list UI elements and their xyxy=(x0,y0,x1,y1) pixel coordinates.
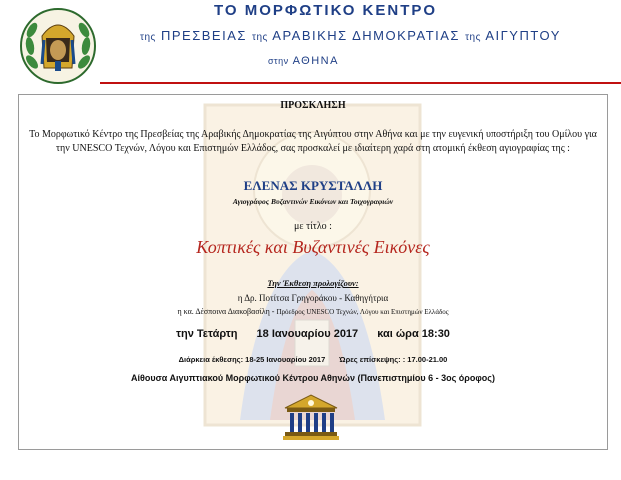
invitation-heading: ΠΡΟΣΚΛΗΣΗ xyxy=(280,100,346,111)
prologue-speaker-1: η Δρ. Ποτίτσα Γρηγοράκου - Καθηγήτρια xyxy=(237,293,389,303)
exhibition-duration: Διάρκεια έκθεσης: 18-25 Ιανουαρίου 2017 Ώρες επίσκεψης: : 17.00-21.00 xyxy=(178,355,448,364)
artist-role: Αγιογράφος Βυζαντινών Εικόνων και Τοιχογραφιών xyxy=(232,197,394,206)
letterhead xyxy=(0,0,621,90)
center-title: ΤΟ ΜΟΡΦΩΤΙΚΟ ΚΕΝΤΡΟ xyxy=(214,2,438,19)
city-line: στην ΑΘΗΝΑ xyxy=(268,55,339,67)
prologue-speaker-2: η κα. Δέσποινα Διακοβασίλη - Πρόεδρος UNESCO Τεχνών, Λόγου και Επιστημών Ελλάδος xyxy=(177,307,449,316)
invitation-body: Το Μορφωτικό Κέντρο της Πρεσβείας της Αραβικής Δημοκρατίας της Αιγύπτου στην Αθήνα και με την ευγενική υποστήριξη του Ομίλου για την UNESCO Τεχνών, Λόγου και Επιστημών Ελλάδος, σας προσκαλεί με ιδιαίτερη χαρά στη ατομική έκθεση αγιογραφίας της : xyxy=(29,129,597,154)
temple-logo-icon xyxy=(281,392,341,442)
exhibition-title: Κοπτικές και Βυζαντινές Εικόνες xyxy=(196,237,430,257)
title-intro: με τίτλο : xyxy=(294,221,332,232)
event-date: την Τετάρτη 18 Ιανουαρίου 2017 και ώρα 18:30 xyxy=(176,328,450,340)
prologue-heading: Την Έκθεση προλογίζουν: xyxy=(267,278,359,288)
header-divider xyxy=(100,82,621,84)
venue-address: Αίθουσα Αιγυπτιακού Μορφωτικού Κέντρου Αθηνών (Πανεπιστημίου 6 - 3ος όροφος) xyxy=(131,373,495,383)
embassy-line: της ΠΡΕΣΒΕΙΑΣ της ΑΡΑΒΙΚΗΣ ΔΗΜΟΚΡΑΤΙΑΣ της ΑΙΓΥΠΤΟΥ xyxy=(140,28,561,43)
artist-name: ΕΛΕΝΑΣ ΚΡΥΣΤΑΛΛΗ xyxy=(243,178,383,193)
pharaoh-logo-icon xyxy=(18,6,98,86)
